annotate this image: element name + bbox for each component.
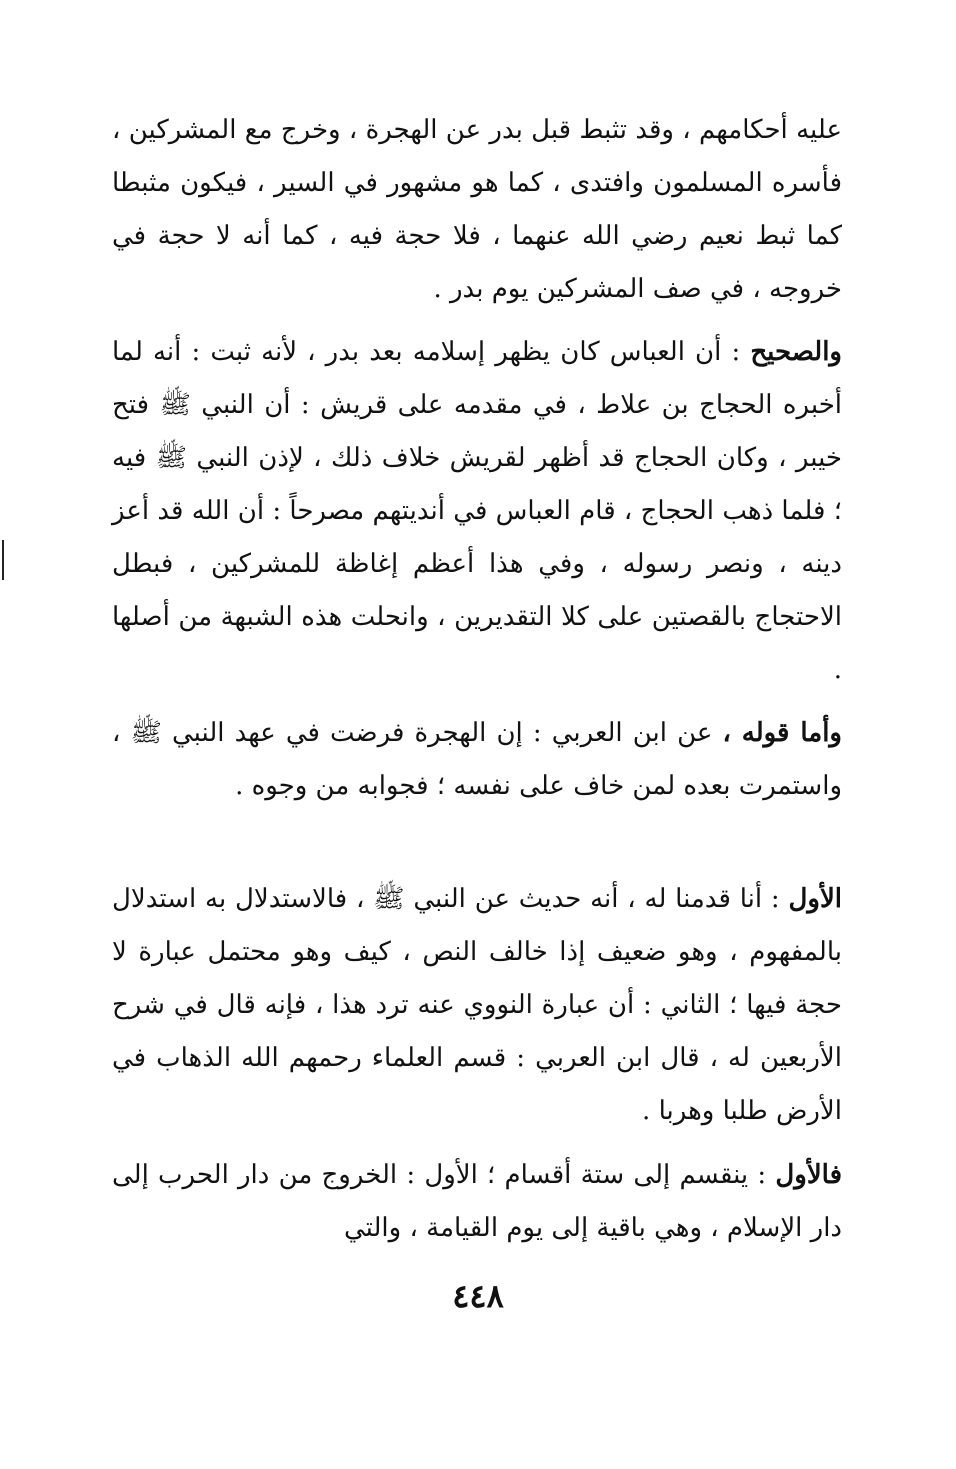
paragraph-lead: فالأول (775, 1160, 842, 1190)
paragraph-lead: الأول (788, 884, 842, 914)
paragraph-fal-awwal (112, 1149, 842, 1255)
paragraph-text: : ينقسم إلى ستة أقسام ؛ الأول : الخروج من دار الحرب إلى دار الإسلام ، وهي باقية إلى يوم القيامة ، والتي (112, 1160, 842, 1243)
paragraph-abbas-hijra (112, 104, 842, 316)
page-number: ٤٤٨ (452, 1277, 504, 1315)
paragraph-lead: والصحيح (750, 337, 842, 367)
paragraph-lead: وأما قوله ، (722, 718, 842, 748)
paragraph-text: عليه أحكامهم ، وقد تثبط قبل بدر عن الهجرة ، وخرج مع المشركين ، فأسره المسلمون وافتدى ، كما هو مشهور في السير ، فيكون مثبطا كما ثبط نعيم رضي الله عنهما ، فلا حجة فيه ، كما أنه لا حجة في خروجه ، في صف المشركين يوم بدر . (112, 115, 842, 304)
margin-mark (2, 540, 4, 580)
paragraph-text: : أنا قدمنا له ، أنه حديث عن النبي ﷺ ، فالاستدلال به استدلال بالمفهوم ، وهو ضعيف إذا خالف النص ، كيف وهو محتمل عبارة لا حجة فيها ؛ الثاني : أن عبارة النووي عنه ترد هذا ، فإنه قال في شرح الأربعين له ، قال ابن العربي : قسم العلماء رحمهم الله الذهاب في الأرض طلبا وهربا . (112, 884, 842, 1126)
paragraph-al-awwal (112, 873, 842, 1138)
paragraph-text: : أن العباس كان يظهر إسلامه بعد بدر ، لأنه ثبت : أنه لما أخبره الحجاج بن علاط ، في مقدمه على قريش : أن النبي ﷺ فتح خيبر ، وكان الحجاج قد أظهر لقريش خلاف ذلك ، لإذن النبي ﷺ فيه ؛ فلما ذهب الحجاج ، قام العباس في أنديتهم مصرحاً : أن الله قد أعز دينه ، ونصر رسوله ، وفي هذا أعظم إغاظة للمشركين ، فبطل الاحتجاج بالقصتين على كلا التقديرين ، وانحلت هذه الشبهة من أصلها . (112, 337, 842, 685)
paragraph-sahih (112, 326, 842, 697)
paragraph-amma-qawluhu (112, 707, 842, 813)
paragraph-text: عن ابن العربي : إن الهجرة فرضت في عهد النبي ﷺ ، واستمرت بعده لمن خاف على نفسه ؛ فجوابه من وجوه . (112, 718, 842, 801)
